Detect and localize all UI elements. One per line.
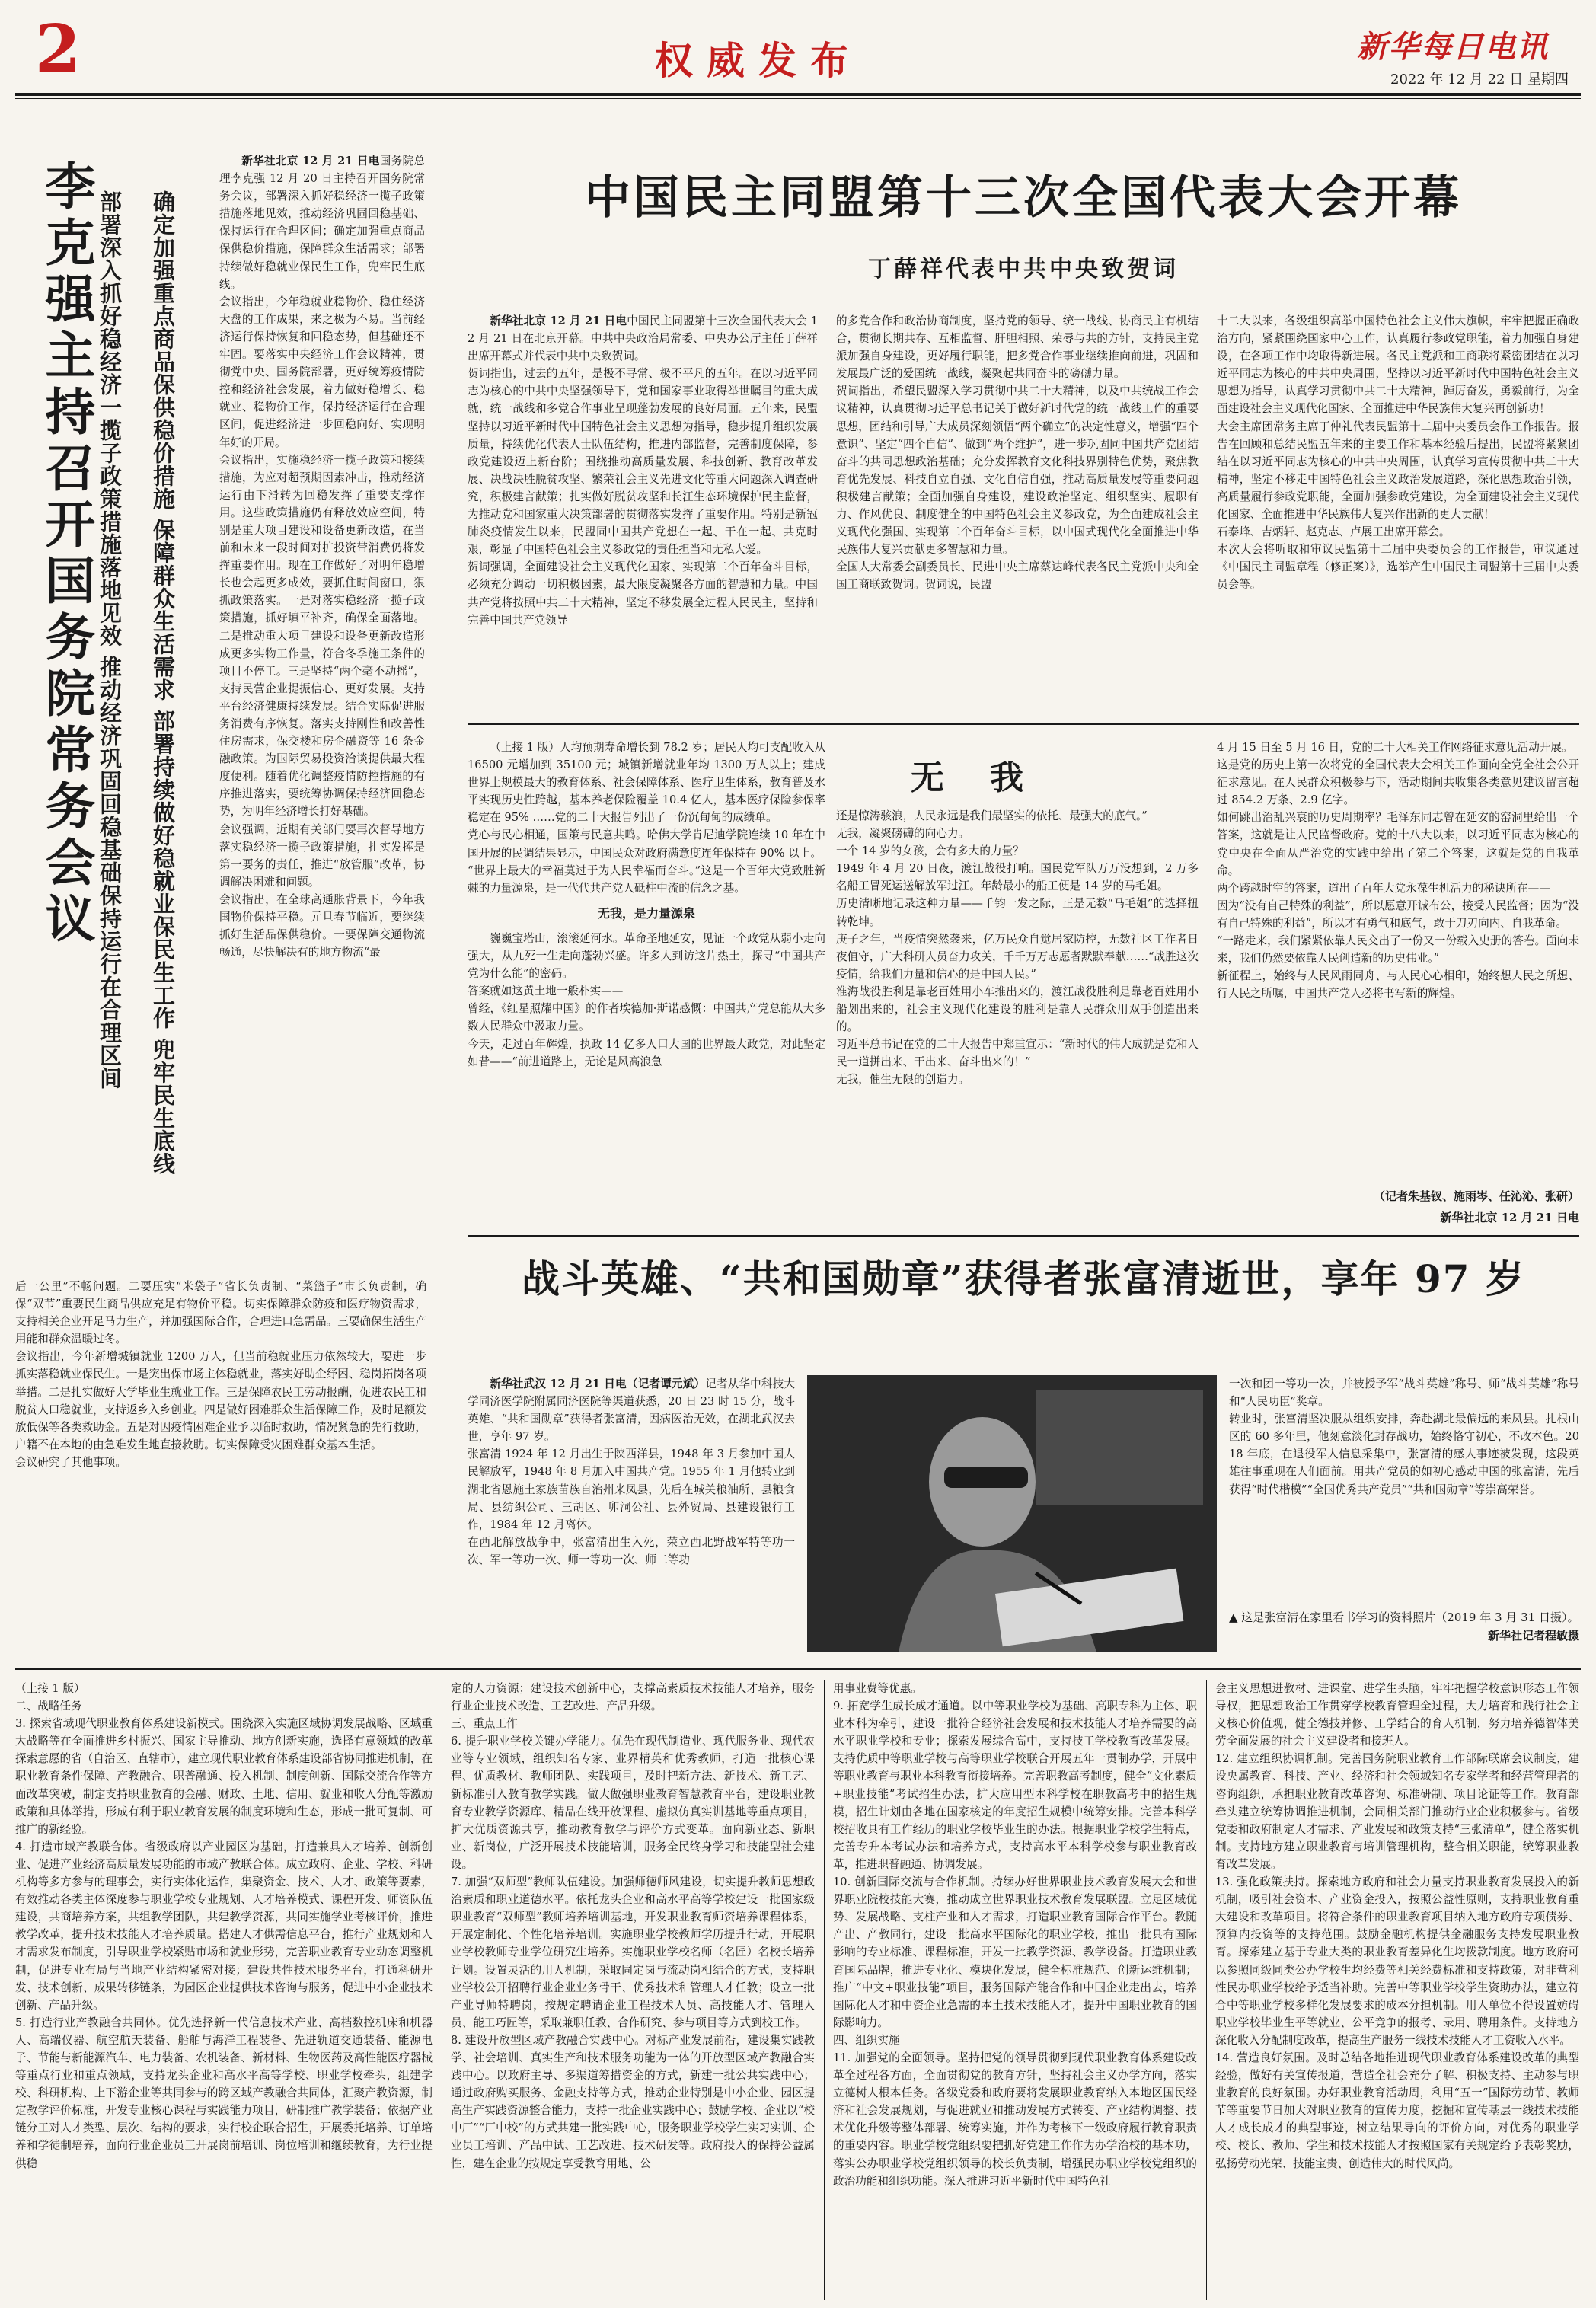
article3-text-1: 记者从华中科技大学同济医学院附属同济医院等渠道获悉，20 日 23 时 15 分，战斗英雄、“共和国勋章”获得者张富清，因病医治无效，在湖北武汉去世，享年 97 岁。 张富清 1924 年 12 月出生于陕西洋县，1948 年 3 月参加中国人民解放军，1948 年 8 月加入中国共产党。1955 年 1 月他转业到湖北省恩施土家族苗族自治州来凤县，先后在城关粮油所、县粮食局、县纺织公司、三胡区、卯洞公社、县外贸局、县建设银行工作，1984 年 12 月离休。 在西北解放战争中，张富清出生入死，荣立西北野战军特等功一次、军一等功一次、师一等功一次、师二等功 (468, 1377, 795, 1566)
article5-divider-2 (824, 1680, 825, 2300)
article4-body: 巍巍宝塔山，滚滚延河水。革命圣地延安，见证一个政党从弱小走向强大，从九死一生走向蓬勃兴盛。许多人到访这片热土，探寻“中国共产党为什么能”的密码。 答案就如这黄土地一般朴实—— 曾经，《红星照耀中国》的作者埃德加·斯诺感慨：中国共产党总能从大多数人民群众中汲取力量。 今天，走过百年辉煌，执政 14 亿多人口大国的世界最大政党，对此坚定如昔——“前进道路上，无论是风高浪急 (468, 931, 825, 1068)
article3-headline: 战斗英雄、“共和国勋章”获得者张富清逝世，享年 97 岁 (522, 1256, 1525, 1301)
article1-headline: 李克强主持召开国务院常务会议 (37, 160, 96, 949)
photo-caption (1229, 1608, 1579, 1645)
article2-col-3: 十二大以来，各级组织高举中国特色社会主义伟大旗帜，牢牢把握正确政治方向，紧紧围绕国家中心工作，认真履行参政党职能，着力加强自身建设，在各项工作中均取得新进展。各民主党派和工商联将紧密团结在以习近平同志为核心的中共中央周围，坚持以习近平新时代中国特色社会主义思想为指导，认真学习贯彻中共二十大精神，踔厉奋发，勇毅前行，为全面建设社会主义现代化国家、全面推进中华民族伟大复兴再创新功！ 大会主席团常务主席丁仲礼代表民盟第十二届中央委员会作工作报告。报告在回顾和总结民盟五年来的主要工作和基本经验后提出，民盟将紧紧团结在以习近平同志为核心的中共中央周围，认真学习宣传贯彻中共二十大精神，坚定不移走中国特色社会主义政治发展道路，深化思想政治引领，高质量履行参政党职能，全面加强参政党建设，为全面建设社会主义现代化国家、全面推进中华民族伟大复兴作出新的更大贡献！ 石泰峰、吉炳轩、赵克志、卢展工出席开幕会。 本次大会将听取和审议民盟第十二届中央委员会的工作报告，审议通过《中国民主同盟章程（修正案）》，选举产生中国民主同盟第十三届中央委员会等。 (1217, 314, 1579, 592)
article4-col-2: 还是惊涛骇浪，人民永远是我们最坚实的依托、最强大的底气。” 无我，凝聚磅礴的向心力。 一个 14 岁的女孩，会有多大的力量？ 1949 年 4 月 20 日夜，渡江战役打响。国民党军队万万没想到，2 万多名船工冒死运送解放军过江。年龄最小的船工便是 14 岁的马毛姐。 历史清晰地记录这种力量——千钧一发之际，正是无数“马毛姐”的选择扭转乾坤。 庚子之年，当疫情突然袭来，亿万民众自觉居家防控，无数社区工作者日夜值守，广大科研人员奋力攻关，千千万万志愿者默默奉献……“战胜这次疫情，给我们力量和信心的是中国人民。” 淮海战役胜利是靠老百姓用小车推出来的，渡江战役胜利是靠老百姓用小船划出来的，社会主义现代化建设的胜利是靠人民群众用双手创造出来的。 习近平总书记在党的二十大报告中郑重宣示：“新时代的伟大成就是党和人民一道拼出来、干出来、奋斗出来的！” 无我，催生无限的创造力。 (836, 809, 1199, 1087)
newspaper-brand: 新华每日电讯 (1357, 29, 1549, 65)
portrait-photo (807, 1375, 1217, 1652)
article2-headline: 中国民主同盟第十三次全国代表大会开幕 (585, 171, 1462, 225)
article4-rule (468, 1235, 1579, 1237)
article1-col-b: 后一公里”不畅问题。二要压实“米袋子”省长负责制、“菜篮子”市长负责制，确保“双节”重要民生商品供应充足有物价平稳。切实保障群众防疫和医疗物资需求，支持相关企业开足马力生产，并加强国际合作，合理进口急需品。三要确保生活生产用能和群众温暖过冬。 会议指出，今年新增城镇就业 1200 万人，但当前稳就业压力依然较大，要进一步抓实落稳就业保民生。一是突出保市场主体稳就业，落实好助企纾困、稳岗拓岗各项举措。二是扎实做好大学毕业生就业工作。三是保障农民工劳动报酬，促进农民工和脱贫人口稳就业，支持返乡入乡创业。四是做好困难群众生活保障工作，及时足额发放低保等各类救助金。五是对因疫情困难企业予以临时救助，情况紧急的先行救助，户籍不在本地的由急难发生地直接救助。切实保障受灾困难群众基本生活。 会议研究了其他事项。 (15, 1280, 426, 1469)
article1-col-a (219, 152, 425, 1272)
article4-title: 无我 (911, 758, 1069, 797)
article1-text-a: 国务院总理李克强 12 月 20 日主持召开国务院常务会议，部署深入抓好稳经济一揽子政策措施落地见效，推动经济巩固回稳基础、保持运行在合理区间；确定加强重点商品保供稳价措施，保障群众生活需求；部署持续做好稳就业保民生工作，兜牢民生底线。 会议指出，今年稳就业稳物价、稳住经济大盘的工作成果，来之极为不易。当前经济运行保持恢复和回稳态势，但基础还不牢固。要落实中央经济工作会议精神，贯彻党中央、国务院部署，更好统筹疫情防控和经济社会发展，着力做好稳增长、稳就业、稳物价工作，保持经济运行在合理区间，促进经济进一步回稳向好、实现明年好的开局。 会议指出，实施稳经济一揽子政策和接续措施，为应对超预期因素冲击，推动经济运行由下滑转为回稳发挥了重要支撑作用。这些政策措施仍有释放效应空间，特别是重大项目建设和设备更新改造，在当前和未来一段时间对扩投资带消费仍将发挥重要作用。现在工作做好了对明年稳增长也会起更多成效，要抓住时间窗口，狠抓政策落实。一是对落实稳经济一揽子政策措施，抓好填平补齐，确保全面落地。二是推动重大项目建设和设备更新改造形成更多实物工作量，符合冬季施工条件的项目不停工。三是坚持“两个毫不动摇”，支持民营企业提振信心、更好发展。支持平台经济健康持续发展。结合实际促进服务消费有序恢复。落实支持刚性和改善性住房需求，保交楼和房企融资等 16 条金融政策。为国际贸易投资洽谈提供最大程度便利。随着优化调整疫情防控措施的有序推进落实，要统筹协调保持经济回稳态势，为明年经济增长打好基础。 会议强调，近期有关部门要再次督导地方落实稳经济一揽子政策措施，扎实发挥是第一要务的责任，推进“放管服”改革，协调解决困难和问题。 会议指出，在全球高通胀背景下，今年我国物价保持平稳。元旦春节临近，要继续抓好生活品保供稳价。一要保障交通物流畅通，尽快解决有的地方物流“最 (219, 155, 425, 959)
article1-dateline: 新华社北京 12 月 21 日电 (241, 155, 380, 168)
publication-date: 2022 年 12 月 22 日 星期四 (1390, 72, 1569, 88)
article3-col-2: 一次和团一等功一次，并被授予军“战斗英雄”称号、师“战斗英雄”称号和“人民功臣”奖章。 转业时，张富清坚决服从组织安排，奔赴湖北最偏远的来凤县。扎根山区的 60 多年里，他刻意淡化封存战功，始终恪守初心，不改本色。2018 年底，在退役军人信息采集中，张富清的感人事迹被发现，这段英雄往事重现在人们面前。用共产党员的如初心感动中国的张富清，先后获得“时代楷模”“全国优秀共产党员”“共和国勋章”等崇高荣誉。 (1229, 1377, 1579, 1496)
article2-col-2: 的多党合作和政治协商制度，坚持党的领导、统一战线、协商民主有机结合，贯彻长期共存、互相监督、肝胆相照、荣辱与共的方针，支持民主党派加强自身建设，更好履行职能，把多党合作事业继续推向前进，巩固和发展最广泛的爱国统一战线，凝聚起共同奋斗的磅礴力量。 贺词指出，希望民盟深入学习贯彻中共二十大精神，以及中共统战工作会议精神，认真贯彻习近平总书记关于做好新时代党的统一战线工作的重要思想，团结和引导广大成员深刻领悟“两个确立”的决定性意义，增强“四个意识”、坚定“四个自信”、做到“两个维护”，进一步巩固同中国共产党团结奋斗的共同思想政治基础；充分发挥教育文化科技界别特色优势，聚焦教育优先发展、科技自立自强、文化自信自强，推动高质量发展等重要问题积极建言献策；全面加强自身建设，建设政治坚定、组织坚实、履职有力、作风优良、制度健全的中国特色社会主义参政党，为全面建成社会主义现代化强国、实现第二个百年奋斗目标，以中国式现代化全面推进中华民族伟大复兴贡献更多智慧和力量。 全国人大常委会副委员长、民进中央主席蔡达峰代表各民主党派中央和全国工商联致贺词。贺词说，民盟 (836, 314, 1199, 592)
article4-col-3: 4 月 15 日至 5 月 16 日，党的二十大相关工作网络征求意见活动开展。 这是党的历史上第一次将党的全国代表大会相关工作面向全党全社会公开征求意见。在人民群众积极参与下，活动期间共收集各类意见建议留言超过 854.2 万条、2.9 亿字。 如何跳出治乱兴衰的历史周期率？毛泽东同志曾在延安的窑洞里给出一个答案，这就是让人民监督政府。党的十八大以来，以习近平同志为核心的党中央在全面从严治党的实践中给出了第二个答案，这就是党的自我革命。 两个跨越时空的答案，道出了百年大党永葆生机活力的秘诀所在—— 因为“没有自己特殊的利益”，所以愿意开诚布公，接受人民监督；因为“没有自己特殊的利益”，所以才有勇气和底气，敢于刀刃向内、自我革命。 “一路走来，我们紧紧依靠人民交出了一份又一份载入史册的答卷。面向未来，我们仍然要依靠人民创造新的历史伟业。” 新征程上，始终与人民风雨同舟、与人民心心相印，始终想人民之所想、行人民之所嘱，中国共产党人必将书写新的辉煌。 (1217, 741, 1579, 1001)
article4-byline: 新华社北京 12 月 21 日电 (1440, 1211, 1579, 1224)
article5-col-2: 定的人力资源；建设技术创新中心，支撑高素质技术技能人才培养，服务行业企业技术改造、工艺改进、产品升级。 三、重点工作 6. 提升职业学校关键办学能力。优先在现代制造业、现代服务业、现代农业等专业领域，组织知名专家、业界精英和优秀教师，打造一批核心课程、优质教材、教师团队、实践项目，及时把新方法、新技术、新工艺、新标准引入教育教学实践。做大做强职业教育智慧教育平台，建设职业教育专业教学资源库、精品在线开放课程、虚拟仿真实训基地等重点项目，扩大优质资源共享，推动教育教学与评价方式变革。面向新业态、新职业、新岗位，广泛开展技术技能培训，服务全民终身学习和技能型社会建设。 7. 加强“双师型”教师队伍建设。加强师德师风建设，切实提升教师思想政治素质和职业道德水平。依托龙头企业和高水平高等学校建设一批国家级职业教育“双师型”教师培养培训基地，开发职业教育师资培养课程体系，开展定制化、个性化培养培训。实施职业学校教师学历提升行动，开展职业学校教师专业学位研究生培养。实施职业学校名师（名匠）名校长培养计划。设置灵活的用人机制，采取固定岗与流动岗相结合的方式，支持职业学校公开招聘行业企业业务骨干、优秀技术和管理人才任教；设立一批产业导师特聘岗，按规定聘请企业工程技术人员、高技能人才、管理人员、能工巧匠等，采取兼职任教、合作研究、参与项目等方式到校工作。 8. 建设开放型区域产教融合实践中心。对标产业发展前沿，建设集实践教学、社会培训、真实生产和技术服务功能为一体的开放型区域产教融合实践中心。以政府主导、多渠道筹措资金的方式，新建一批公共实践中心；通过政府购买服务、金融支持等方式，推动企业特别是中小企业、园区提高生产实践资源整合能力，支持一批企业实践中心；鼓励学校、企业以“校中厂”“厂中校”的方式共建一批实践中心，服务职业学校学生实习实训、企业员工培训、产品中试、工艺改进、技术研发等。政府投入的保持公益属性，建在企业的按规定享受教育用地、公 (451, 1682, 815, 2170)
article4-col-1 (468, 739, 825, 1226)
section-rule (15, 1668, 1581, 1670)
article4-reporters: （记者朱基钗、施雨岑、任沁沁、张研） (1373, 1189, 1579, 1203)
article5-col-4: 会主义思想进教材、进课堂、进学生头脑，牢牢把握学校意识形态工作领导权，把思想政治工作贯穿学校教育管理全过程，大力培育和践行社会主义核心价值观，健全德技并修、工学结合的育人机制，努力培养德智体美劳全面发展的社会主义建设者和接班人。 12. 建立组织协调机制。完善国务院职业教育工作部际联席会议制度，建设央属教育、科技、产业、经济和社会领域知名专家学者和经营管理者的咨询组织，承担职业教育改革咨询、标准研制、项目论证等工作。教育部牵头建立统筹协调推进机制，会同相关部门推动行业企业积极参与。省级党委和政府制定人才需求、产业发展和政策支持“三张清单”，健全落实机制。支持地方建立职业教育与培训管理机构，整合相关职能，统筹职业教育改革发展。 13. 强化政策扶持。探索地方政府和社会力量支持职业教育发展投入的新机制，吸引社会资本、产业资金投入，按照公益性原则，支持职业教育重大建设和改革项目。将符合条件的职业教育项目纳入地方政府专项债券、预算内投资等的支持范围。鼓励金融机构提供金融服务支持发展职业教育。探索建立基于专业大类的职业教育差异化生均拨款制度。地方政府可以参照同级同类公办学校生均经费等相关经费标准和支持政策，对非营利性民办职业学校给予适当补助。完善中等职业学校学生资助办法，建立符合中等职业学校多样化发展要求的成本分担机制。用人单位不得设置妨碍职业学校毕业生平等就业、公平竞争的报考、录用、聘用条件。支持地方深化收入分配制度改革，提高生产服务一线技术技能人才工资收入水平。 14. 营造良好氛围。及时总结各地推进现代职业教育体系建设改革的典型经验，做好有关宣传报道，营造全社会充分了解、积极支持、主动参与职业教育的良好氛围。办好职业教育活动周，利用“五一”国际劳动节、教师节等重要节日加大对职业教育的宣传力度，挖掘和宣传基层一线技术技能人才成长成才的典型事迹，树立结果导向的评价方向，对优秀的职业学校、校长、教师、学生和技术技能人才按照国家有关规定给予表彰奖励，弘扬劳动光荣、技能宝贵、创造伟大的时代风尚。 (1215, 1682, 1579, 2170)
article2-col-1 (468, 312, 818, 714)
article5-col-3: 用事业费等优惠。 9. 拓宽学生成长成才通道。以中等职业学校为基础、高职专科为主体、职业本科为牵引，建设一批符合经济社会发展和技术技能人才培养需要的高水平职业学校和专业；探索发展综合高中，支持技工学校教育改革发展。支持优质中等职业学校与高等职业学校联合开展五年一贯制办学，开展中等职业教育与职业本科教育衔接培养。完善职教高考制度，健全“文化素质+职业技能”考试招生办法，扩大应用型本科学校在职教高考中的招生规模，招生计划由各地在国家核定的年度招生规模中统筹安排。完善本科学校招收具有工作经历的职业学校毕业生的办法。根据职业学校学生特点，完善专升本考试办法和培养方式，支持高水平本科学校参与职业教育改革，推进职普融通、协调发展。 10. 创新国际交流与合作机制。持续办好世界职业技术教育发展大会和世界职业院校技能大赛，推动成立世界职业技术教育发展联盟。立足区域优势、发展战略、支柱产业和人才需求，打造职业教育国际合作平台。教随产出、产教同行，建设一批高水平国际化的职业学校，推出一批具有国际影响的专业标准、课程标准，开发一批教学资源、教学设备。打造职业教育国际品牌，推进专业化、模块化发展，健全标准规范、创新运维机制；推广“中文+职业技能”项目，服务国际产能合作和中国企业走出去，培养国际化人才和中资企业急需的本土技术技能人才，提升中国职业教育的国际影响力。 四、组织实施 11. 加强党的全面领导。坚持把党的领导贯彻到现代职业教育体系建设改革全过程各方面，全面贯彻党的教育方针，坚持社会主义办学方向，落实立德树人根本任务。各级党委和政府要将发展职业教育纳入本地区国民经济和社会发展规划，与促进就业和推动发展方式转变、产业结构调整、技术优化升级等整体部署、统筹实施，并作为考核下一级政府履行教育职责的重要内容。职业学校党组织要把抓好党建工作作为办学治校的基本功，落实公办职业学校党组织领导的校长负责制，增强民办职业学校党组织的政治功能和组织功能。深入推进习近平新时代中国特色社 (833, 1682, 1197, 2188)
article2-text-1: 中国民主同盟第十三次全国代表大会 12 月 21 日在北京开幕。中共中央政治局常委、中央办公厅主任丁薛祥出席开幕式并代表中共中央致贺词。 贺词指出，过去的五年，是极不寻常、极不平凡的五年。在以习近平同志为核心的中共中央坚强领导下，党和国家事业取得举世瞩目的重大成就，统一战线和多党合作事业呈现蓬勃发展的良好局面。五年来，民盟坚持以习近平新时代中国特色社会主义思想为指导，稳步提升组织发展质量，持续优化代表人士队伍结构，推进内部监督，完善制度保障，参政党建设迈上新台阶；围绕推动高质量发展、科技创新、教育改革发展、决战决胜脱贫攻坚、繁荣社会主义先进文化等重大问题深入调查研究，积极建言献策；扎实做好脱贫攻坚和长江生态环境保护民主监督，为推动党和国家重大决策部署的贯彻落实发挥了重要作用。特别是新冠肺炎疫情发生以来，民盟同中国共产党想在一起、干在一起、共克时艰，彰显了中国特色社会主义参政党的责任担当和无私大爱。 贺词强调，全面建设社会主义现代化国家、实现第二个百年奋斗目标，必须充分调动一切积极因素，最大限度凝聚各方面的智慧和力量。中国共产党将按照中共二十大精神，坚定不移发展全过程人民民主，坚持和完善中国共产党领导 (468, 314, 818, 627)
article1-deck-1: 部署深入抓好稳经济一揽子政策措施落地见效 推动经济巩固回稳基础保持运行在合理区间 (97, 190, 123, 1090)
article5-divider-3 (1206, 1680, 1207, 2300)
article3-dateline: 新华社武汉 12 月 21 日电 (490, 1377, 627, 1390)
article4-subhead: 无我，是力量源泉 (597, 905, 695, 921)
article3-reporter: （记者谭元斌） (626, 1377, 706, 1390)
article1-deck-2: 确定加强重点商品保供稳价措施 保障群众生活需求 部署持续做好稳就业保民生工作 兜牢民生底线 (150, 190, 176, 1176)
section-title: 权威发布 (655, 38, 862, 83)
page-number: 2 (35, 11, 81, 88)
photo-credit: 新华社记者程敏摄 (1487, 1629, 1579, 1642)
article4-lead: （上接 1 版）人均预期寿命增长到 78.2 岁；居民人均可支配收入从 16500 元增加到 35100 元；城镇新增就业年均 1300 万人以上；建成世界上规模最大的教育体系、社会保障体系、医疗卫生体系，教育普及水平实现历史性跨越，基本养老保险覆盖 10.4 亿人，基本医疗保险参保率稳定在 95% ……党的二十大报告列出了一份沉甸甸的成绩单。 党心与民心相通，国策与民意共鸣。哈佛大学肯尼迪学院连续 10 年在中国开展的民调结果显示，中国民众对政府满意度连年保持在 90% 以上。 “世界上最大的幸福莫过于为人民幸福而奋斗。”这是一个百年大党致胜新棘的力量源泉，是一代代共产党人砥柱中流的信念之基。 (468, 741, 825, 895)
caption-text: ▲ 这是张富清在家里看书学习的资料照片（2019 年 3 月 31 日摄）。 (1229, 1610, 1579, 1624)
article2-subheadline: 丁薛祥代表中共中央致贺词 (868, 256, 1179, 283)
header-rule (15, 93, 1581, 96)
header-rule-thin (15, 98, 1581, 99)
article2-rule (468, 723, 1579, 725)
article2-dateline: 新华社北京 12 月 21 日电 (490, 314, 627, 327)
article5-col-1: （上接 1 版） 二、战略任务 3. 探索省域现代职业教育体系建设新模式。围绕深入实施区域协调发展战略、区域重大战略等在全面推进乡村振兴、国家主导推动、地方创新实施，选择有意领域的改革探索意愿的省（自治区、直辖市），建立现代职业教育体系建设部省协同推进机制，在职业教育条件保障、产教融合、职普融通、投入机制、制度创新、国际交流合作等方面改革突破，制定支持职业教育的金融、财政、土地、信用、就业和收入分配等激励政策和具体举措，形成有利于职业教育发展的制度环境和生态，形成一批可复制、可推广的新经验。 4. 打造市域产教联合体。省级政府以产业园区为基础，打造兼具人才培养、创新创业、促进产业经济高质量发展功能的市域产教联合体。成立政府、企业、学校、科研机构等多方参与的理事会，实行实体化运作，集聚资金、技术、人才、政策等要素，有效推动各类主体深度参与职业学校专业规划、人才培养模式、课程开发、师资队伍建设，共商培养方案，共组教学团队，共建教学资源，共同实施学业考核评价，推进教学改革，提升技术技能人才培养质量。搭建人才供需信息平台，推行产业规划和人才需求发布制度，引导职业学校紧贴市场和就业形势，完善职业教育专业动态调整机制，促进专业布局与当地产业结构紧密对接；建设共性技术服务平台，打通科研开发、技术创新、成果转移链条，为园区企业提供技术咨询与服务，促进中小企业技术创新、产品升级。 5. 打造行业产教融合共同体。优先选择新一代信息技术产业、高档数控机床和机器人、高端仪器、航空航天装备、船舶与海洋工程装备、先进轨道交通装备、能源电子、节能与新能源汽车、电力装备、农机装备、新材料、生物医药及高性能医疗器械等重点行业和重点领域，支持龙头企业和高水平高等学校、职业学校牵头，组建学校、科研机构、上下游企业等共同参与的跨区域产教融合共同体，汇聚产教资源，制定教学评价标准，开发专业核心课程与实践能力项目，研制推广教学装备；依据产业链分工对人才类型、层次、结构的要求，实行校企联合招生，开展委托培养、订单培养和学徒制培养，面向行业企业员工开展岗前培训、岗位培训和继续教育，为行业提供稳 (15, 1682, 433, 2170)
portrait-illustration (807, 1375, 1217, 1652)
